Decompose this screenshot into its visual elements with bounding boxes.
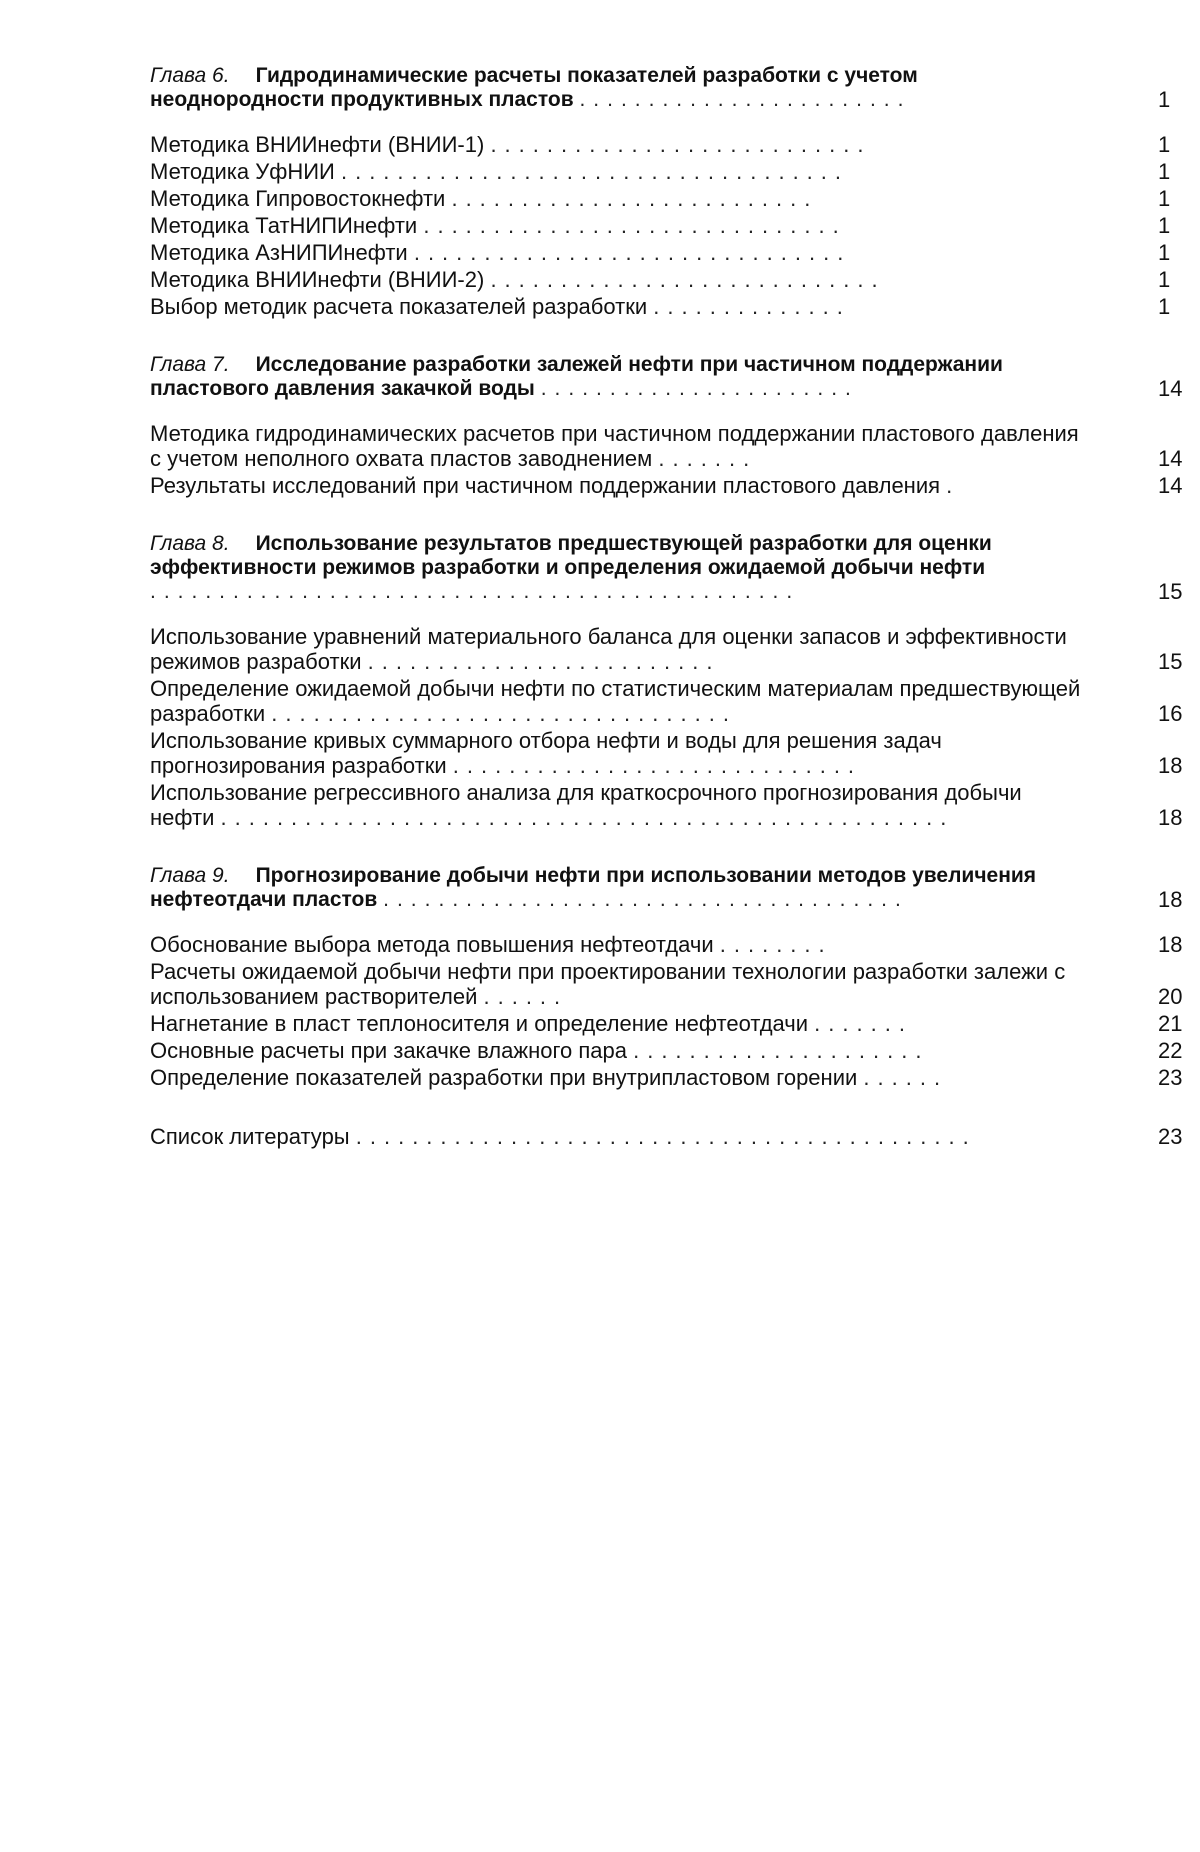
page-number: 1 — [1158, 186, 1171, 211]
toc-entry: Методика АзНИПИнефти ............................... 1 — [150, 240, 1150, 265]
page-number: 1 — [1158, 213, 1171, 238]
page-number: 23 — [1158, 1124, 1183, 1149]
entry-title: Определение показателей разработки при внутрипластовом горении — [150, 1065, 858, 1090]
toc-entry: Основные расчеты при закачке влажного пара ..................... 22 — [150, 1038, 1150, 1063]
page-number: 15 — [1158, 579, 1183, 604]
entry-title: Обоснование выбора метода повышения нефтеотдачи — [150, 932, 714, 957]
toc-entry: Нагнетание в пласт теплоносителя и определение нефтеотдачи ....... 21 — [150, 1011, 1150, 1036]
page-number: 1 — [1158, 240, 1171, 265]
toc-entry: Методика ВНИИнефти (ВНИИ-2) ............................ 1 — [150, 267, 1150, 292]
page-number: 18 — [1158, 887, 1183, 912]
toc-entry: Методика гидродинамических расчетов при частичном поддержании пластового давления с учетом неполного охвата пластов заводнением ....... 14 — [150, 421, 1150, 471]
entry-title: Использование регрессивного анализа для краткосрочного прогнозирования добычи нефти — [150, 780, 1022, 830]
page-number: 14 — [1158, 473, 1183, 498]
page-number: 18 — [1158, 753, 1183, 778]
page-number: 14 — [1158, 446, 1183, 471]
chapter-label: Глава 8. — [150, 532, 230, 555]
chapter-title: Гидродинамические расчеты показателей разработки с учетом неоднородности продуктивных пластов — [150, 64, 918, 111]
chapter-title: Исследование разработки залежей нефти при частичном поддержании пластового давления закачкой воды — [150, 353, 1003, 400]
chapter-title: Прогнозирование добычи нефти при использовании методов увеличения нефтеотдачи пластов — [150, 864, 1037, 911]
chapter-heading: Глава 6. Гидродинамические расчеты показателей разработки с учетом неоднородности продуктивных пластов ........................ 1 — [150, 64, 1150, 112]
entry-title: Методика ВНИИнефти (ВНИИ-2) — [150, 267, 485, 292]
entry-title: Методика гидродинамических расчетов при частичном поддержании пластового давления с учетом неполного охвата пластов заводнением — [150, 421, 1079, 471]
entry-title: Методика АзНИПИнефти — [150, 240, 408, 265]
entry-title: Методика УфНИИ — [150, 159, 335, 184]
entry-title: Методика ВНИИнефти (ВНИИ-1) — [150, 132, 485, 157]
page-number: 21 — [1158, 1011, 1183, 1036]
page-number: 1 — [1158, 294, 1171, 319]
chapter-title: Использование результатов предшествующей разработки для оценки эффективности режимов разработки и определения ожидаемой добычи нефти — [150, 532, 992, 579]
page-number: 14 — [1158, 376, 1183, 401]
page-number: 20 — [1158, 984, 1183, 1009]
entry-title: Использование кривых суммарного отбора нефти и воды для решения задач прогнозирования разработки — [150, 728, 942, 778]
toc-entry: Методика Гипровостокнефти .......................... 1 — [150, 186, 1150, 211]
entry-title: Основные расчеты при закачке влажного пара — [150, 1038, 627, 1063]
bibliography-entry: Список литературы ............................................ 23 — [150, 1124, 1150, 1149]
entry-title: Определение ожидаемой добычи нефти по статистическим материалам предшествующей разработки — [150, 676, 1081, 726]
chapter-label: Глава 9. — [150, 864, 230, 887]
toc-entry: Методика УфНИИ .................................... 1 — [150, 159, 1150, 184]
toc-entry: Определение показателей разработки при внутрипластовом горении ...... 23 — [150, 1065, 1150, 1090]
entry-title: Использование уравнений материального баланса для оценки запасов и эффективности режимов разработки — [150, 624, 1067, 674]
entry-title: Методика Гипровостокнефти — [150, 186, 446, 211]
toc-entry: Использование кривых суммарного отбора нефти и воды для решения задач прогнозирования разработки ............................. 18 — [150, 728, 1150, 778]
toc-entry: Результаты исследований при частичном поддержании пластового давления . 14 — [150, 473, 1150, 498]
chapter-8 — [150, 532, 1200, 830]
toc-entry: Определение ожидаемой добычи нефти по статистическим материалам предшествующей разработки ................................. 16 — [150, 676, 1150, 726]
toc-entry: Использование уравнений материального баланса для оценки запасов и эффективности режимов разработки ......................... 15 — [150, 624, 1150, 674]
toc-entry: Расчеты ожидаемой добычи нефти при проектировании технологии разработки залежи с использованием растворителей ...... 20 — [150, 959, 1150, 1009]
page-number: 1 — [1158, 87, 1171, 112]
page-number: 22 — [1158, 1038, 1183, 1063]
page-number: 18 — [1158, 805, 1183, 830]
chapter-label: Глава 7. — [150, 353, 230, 376]
entry-title: Результаты исследований при частичном поддержании пластового давления — [150, 473, 941, 498]
page-number: 1 — [1158, 132, 1171, 157]
entry-title: Нагнетание в пласт теплоносителя и определение нефтеотдачи — [150, 1011, 809, 1036]
page-number: 18 — [1158, 932, 1183, 957]
chapter-7 — [150, 353, 1200, 498]
chapter-heading: Глава 9. Прогнозирование добычи нефти при использовании методов увеличения нефтеотдачи пластов ...................................... 18 — [150, 864, 1150, 912]
page-number: 23 — [1158, 1065, 1183, 1090]
chapter-heading: Глава 7. Исследование разработки залежей нефти при частичном поддержании пластового давления закачкой воды ....................... 14 — [150, 353, 1150, 401]
chapter-label: Глава 6. — [150, 64, 230, 87]
entry-title: Выбор методик расчета показателей разработки — [150, 294, 648, 319]
toc-entry: Методика ТатНИПИнефти .............................. 1 — [150, 213, 1150, 238]
toc-entry: Использование регрессивного анализа для краткосрочного прогнозирования добычи нефти .................................................... 18 — [150, 780, 1150, 830]
toc-entry: Выбор методик расчета показателей разработки .............. 1 — [150, 294, 1150, 319]
toc-entry: Обоснование выбора метода повышения нефтеотдачи ........ 18 — [150, 932, 1150, 957]
page-number: 15 — [1158, 649, 1183, 674]
entry-title: Методика ТатНИПИнефти — [150, 213, 418, 238]
chapter-9 — [150, 864, 1200, 1090]
page-number: 1 — [1158, 267, 1171, 292]
table-of-contents — [150, 64, 1200, 1149]
chapter-6 — [150, 64, 1200, 319]
page-number: 1 — [1158, 159, 1171, 184]
entry-title: Расчеты ожидаемой добычи нефти при проектировании технологии разработки залежи с использованием растворителей — [150, 959, 1066, 1009]
entry-title: Список литературы — [150, 1124, 350, 1149]
page-number: 16 — [1158, 701, 1183, 726]
toc-entry: Методика ВНИИнефти (ВНИИ-1) ........................... 1 — [150, 132, 1150, 157]
chapter-heading: Глава 8. Использование результатов предшествующей разработки для оценки эффективности режимов разработки и определения ожидаемой добычи нефти ............................................... 15 — [150, 532, 1150, 604]
